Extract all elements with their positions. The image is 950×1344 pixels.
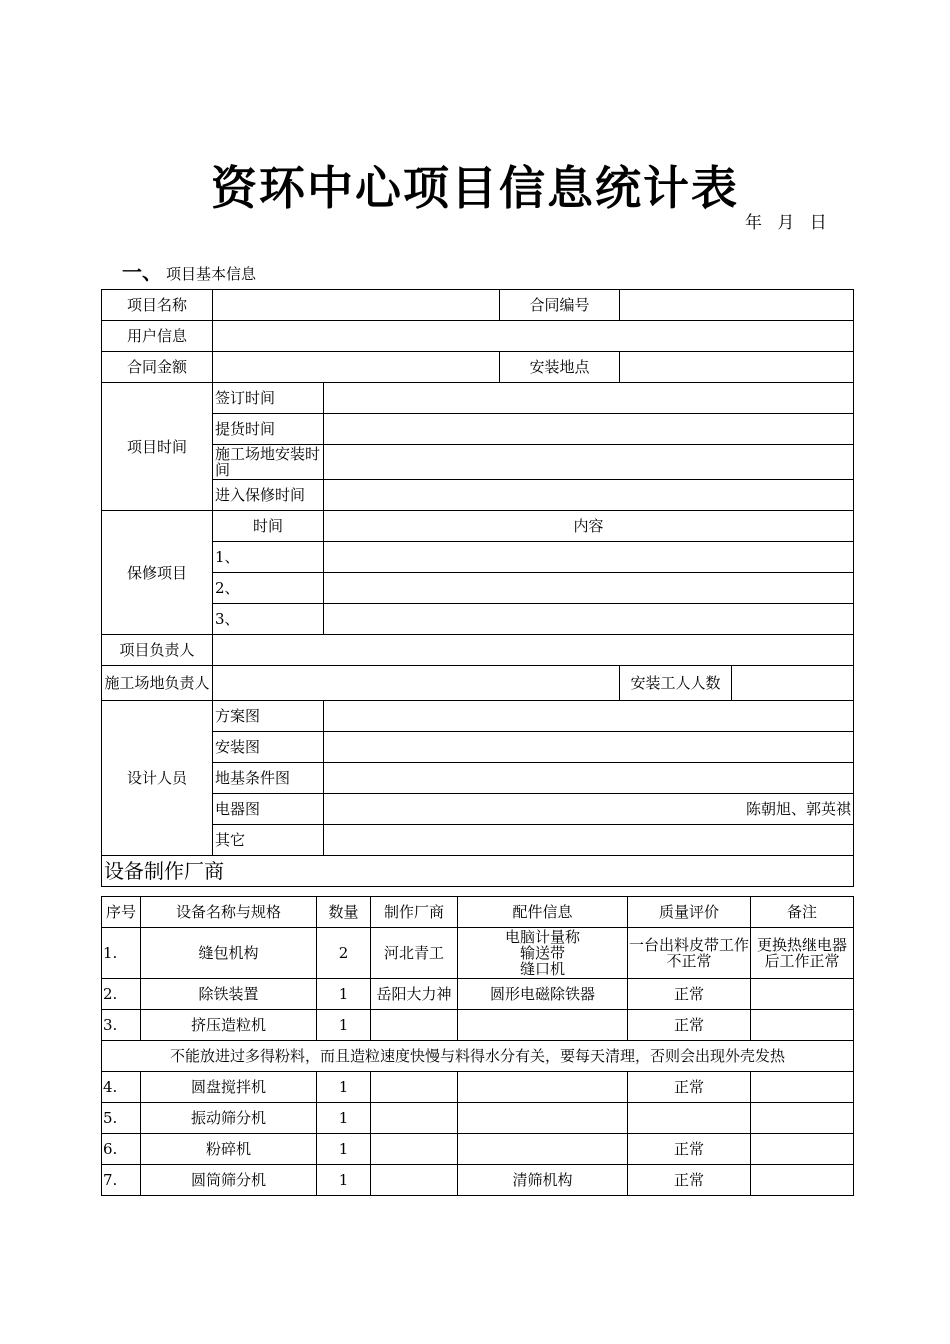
design-item-plan: 方案图 (213, 701, 324, 732)
section-number: 一、 (122, 260, 162, 284)
date-label: 年 月 日 (745, 213, 827, 233)
row-remark (751, 1134, 854, 1165)
warranty-row-3: 3、 (213, 604, 324, 635)
row-qty: 1 (317, 1072, 371, 1103)
row-quality: 正常 (628, 1072, 751, 1103)
row-quality: 正常 (628, 979, 751, 1010)
row-remark: 更换热继电器后工作正常 (751, 928, 854, 979)
sign-time-field[interactable] (324, 383, 854, 414)
row-parts (458, 1072, 628, 1103)
warranty-row-1: 1、 (213, 542, 324, 573)
warranty-content-3[interactable] (324, 604, 854, 635)
row-no: 4. (102, 1072, 141, 1103)
install-time-field[interactable] (324, 445, 854, 480)
row-qty: 1 (317, 979, 371, 1010)
row-qty: 1 (317, 1010, 371, 1041)
row-no: 2. (102, 979, 141, 1010)
row-remark (751, 1010, 854, 1041)
label-project-time: 项目时间 (102, 383, 213, 511)
contract-no-field[interactable] (620, 290, 854, 321)
pickup-time-field[interactable] (324, 414, 854, 445)
row-name: 缝包机构 (141, 928, 317, 979)
user-info-field[interactable] (213, 321, 854, 352)
header-name: 设备名称与规格 (141, 897, 317, 928)
row-name: 圆筒筛分机 (141, 1165, 317, 1196)
label-install-location: 安装地点 (500, 352, 620, 383)
row-parts: 清筛机构 (458, 1165, 628, 1196)
site-lead-field[interactable] (213, 666, 620, 701)
row-no: 6. (102, 1134, 141, 1165)
row-remark (751, 1165, 854, 1196)
contract-amount-field[interactable] (213, 352, 500, 383)
table-row (102, 979, 854, 1010)
row-no: 7. (102, 1165, 141, 1196)
row-maker (371, 1103, 458, 1134)
label-designers: 设计人员 (102, 701, 213, 856)
equipment-header-row (102, 897, 854, 928)
design-item-electric: 电器图 (213, 794, 324, 825)
row-quality: 正常 (628, 1134, 751, 1165)
header-remark: 备注 (751, 897, 854, 928)
row-remark (751, 1072, 854, 1103)
label-user-info: 用户信息 (102, 321, 213, 352)
install-location-field[interactable] (620, 352, 854, 383)
row-parts (458, 1010, 628, 1041)
workers-field[interactable] (732, 666, 854, 701)
label-project-name: 项目名称 (102, 290, 213, 321)
section-label: 项目基本信息 (166, 265, 257, 283)
equipment-note: 不能放进过多得粉料，而且造粒速度快慢与料得水分有关，要每天清理，否则会出现外壳发热 (102, 1041, 854, 1072)
row-no: 1. (102, 928, 141, 979)
note-row (102, 1041, 854, 1072)
header-maker: 制作厂商 (371, 897, 458, 928)
label-contract-no: 合同编号 (500, 290, 620, 321)
row-qty: 2 (317, 928, 371, 979)
design-item-other: 其它 (213, 825, 324, 856)
design-install-field[interactable] (324, 732, 854, 763)
row-name: 挤压造粒机 (141, 1010, 317, 1041)
table-row (102, 1010, 854, 1041)
row-name: 粉碎机 (141, 1134, 317, 1165)
header-quality: 质量评价 (628, 897, 751, 928)
row-remark (751, 979, 854, 1010)
warranty-row-2: 2、 (213, 573, 324, 604)
row-no: 3. (102, 1010, 141, 1041)
row-qty: 1 (317, 1134, 371, 1165)
table-row (102, 1134, 854, 1165)
label-warranty-time: 进入保修时间 (213, 480, 324, 511)
header-no: 序号 (102, 897, 141, 928)
design-item-install: 安装图 (213, 732, 324, 763)
warranty-header-content: 内容 (324, 511, 854, 542)
warranty-time-field[interactable] (324, 480, 854, 511)
label-warranty: 保修项目 (102, 511, 213, 635)
project-info-table (101, 289, 854, 887)
table-row (102, 1165, 854, 1196)
label-contract-amount: 合同金额 (102, 352, 213, 383)
row-maker (371, 1010, 458, 1041)
row-maker (371, 1165, 458, 1196)
project-name-field[interactable] (213, 290, 500, 321)
row-qty: 1 (317, 1103, 371, 1134)
row-parts: 圆形电磁除铁器 (458, 979, 628, 1010)
warranty-content-2[interactable] (324, 573, 854, 604)
row-quality: 正常 (628, 1165, 751, 1196)
row-quality: 正常 (628, 1010, 751, 1041)
row-no: 5. (102, 1103, 141, 1134)
row-name: 除铁装置 (141, 979, 317, 1010)
row-remark (751, 1103, 854, 1134)
row-qty: 1 (317, 1165, 371, 1196)
project-lead-field[interactable] (213, 635, 854, 666)
warranty-header-time: 时间 (213, 511, 324, 542)
design-item-foundation: 地基条件图 (213, 763, 324, 794)
equipment-table (101, 896, 854, 1196)
equipment-section-title: 设备制作厂商 (102, 856, 854, 887)
design-foundation-field[interactable] (324, 763, 854, 794)
label-install-time: 施工场地安装时间 (213, 445, 324, 480)
row-quality: 一台出料皮带工作不正常 (628, 928, 751, 979)
header-parts: 配件信息 (458, 897, 628, 928)
table-row (102, 1072, 854, 1103)
design-plan-field[interactable] (324, 701, 854, 732)
label-workers: 安装工人人数 (620, 666, 732, 701)
table-row (102, 1103, 854, 1134)
row-parts (458, 1103, 628, 1134)
section-heading (122, 256, 256, 285)
page-title: 资环中心项目信息统计表 (211, 161, 739, 215)
row-maker (371, 1134, 458, 1165)
warranty-content-1[interactable] (324, 542, 854, 573)
label-sign-time: 签订时间 (213, 383, 324, 414)
table-row (102, 928, 854, 979)
label-site-lead: 施工场地负责人 (102, 666, 213, 701)
row-parts: 电脑计量称 输送带 缝口机 (458, 928, 628, 979)
design-other-field[interactable] (324, 825, 854, 856)
row-maker: 河北青工 (371, 928, 458, 979)
row-parts (458, 1134, 628, 1165)
design-electric-field[interactable]: 陈朝旭、郭英祺 (324, 794, 854, 825)
row-name: 圆盘搅拌机 (141, 1072, 317, 1103)
row-quality (628, 1103, 751, 1134)
row-maker: 岳阳大力神 (371, 979, 458, 1010)
row-maker (371, 1072, 458, 1103)
row-name: 振动筛分机 (141, 1103, 317, 1134)
label-pickup-time: 提货时间 (213, 414, 324, 445)
label-project-lead: 项目负责人 (102, 635, 213, 666)
header-qty: 数量 (317, 897, 371, 928)
